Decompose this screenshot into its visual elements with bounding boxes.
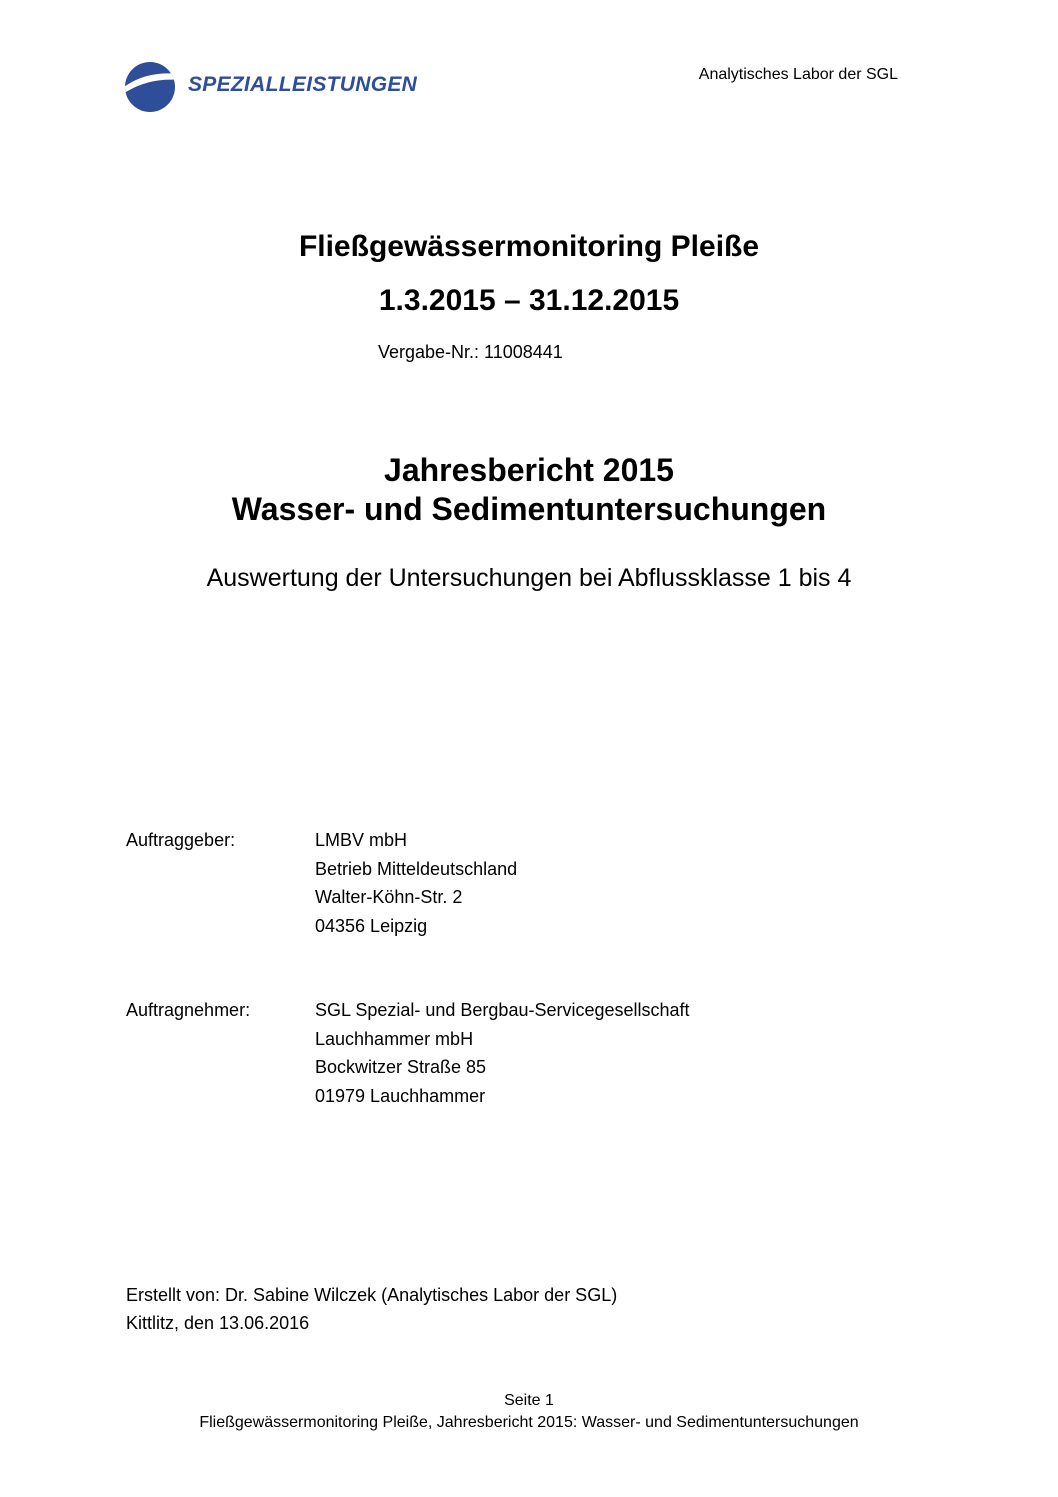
client-address-line: LMBV mbH (315, 830, 408, 850)
place-date: Kittlitz, den 13.06.2016 (126, 1313, 310, 1333)
project-title: Fließgewässermonitoring Pleiße (298, 230, 760, 263)
client-label: Auftraggeber: (126, 830, 236, 850)
logo-globe-icon (124, 60, 178, 114)
report-subtitle: Auswertung der Untersuchungen bei Abflussklasse 1 bis 4 (206, 564, 852, 592)
contractor-address-line: Bockwitzer Straße 85 (315, 1057, 487, 1077)
client-address (315, 826, 517, 940)
award-number: Vergabe-Nr.: 11008441 (378, 342, 563, 362)
client-address-line: 04356 Leipzig (315, 915, 428, 936)
contractor-address-line: Lauchhammer mbH (315, 1028, 474, 1049)
logo-wordmark: SPEZIALLEISTUNGEN (188, 73, 418, 96)
contractor-label: Auftragnehmer: (126, 1000, 251, 1020)
company-logo (124, 60, 484, 114)
report-title-line1: Jahresbericht 2015 (384, 452, 674, 488)
created-by: Erstellt von: Dr. Sabine Wilczek (Analytisches Labor der SGL) (126, 1285, 618, 1305)
contractor-address (315, 996, 690, 1110)
contractor-address-line: 01979 Lauchhammer (315, 1085, 486, 1106)
contractor-address-line: SGL Spezial- und Bergbau-Servicegesellschaft (315, 1000, 690, 1020)
header-lab-name: Analytisches Labor der SGL (698, 66, 898, 83)
report-title-line2: Wasser- und Sedimentuntersuchungen (231, 491, 827, 527)
page-number: Seite 1 (504, 1392, 554, 1409)
project-period: 1.3.2015 – 31.12.2015 (378, 284, 680, 317)
client-address-line: Betrieb Mitteldeutschland (315, 858, 518, 879)
footer-document-title: Fließgewässermonitoring Pleiße, Jahresbericht 2015: Wasser- und Sedimentuntersuchungen (199, 1414, 859, 1431)
client-address-line: Walter-Köhn-Str. 2 (315, 887, 463, 907)
